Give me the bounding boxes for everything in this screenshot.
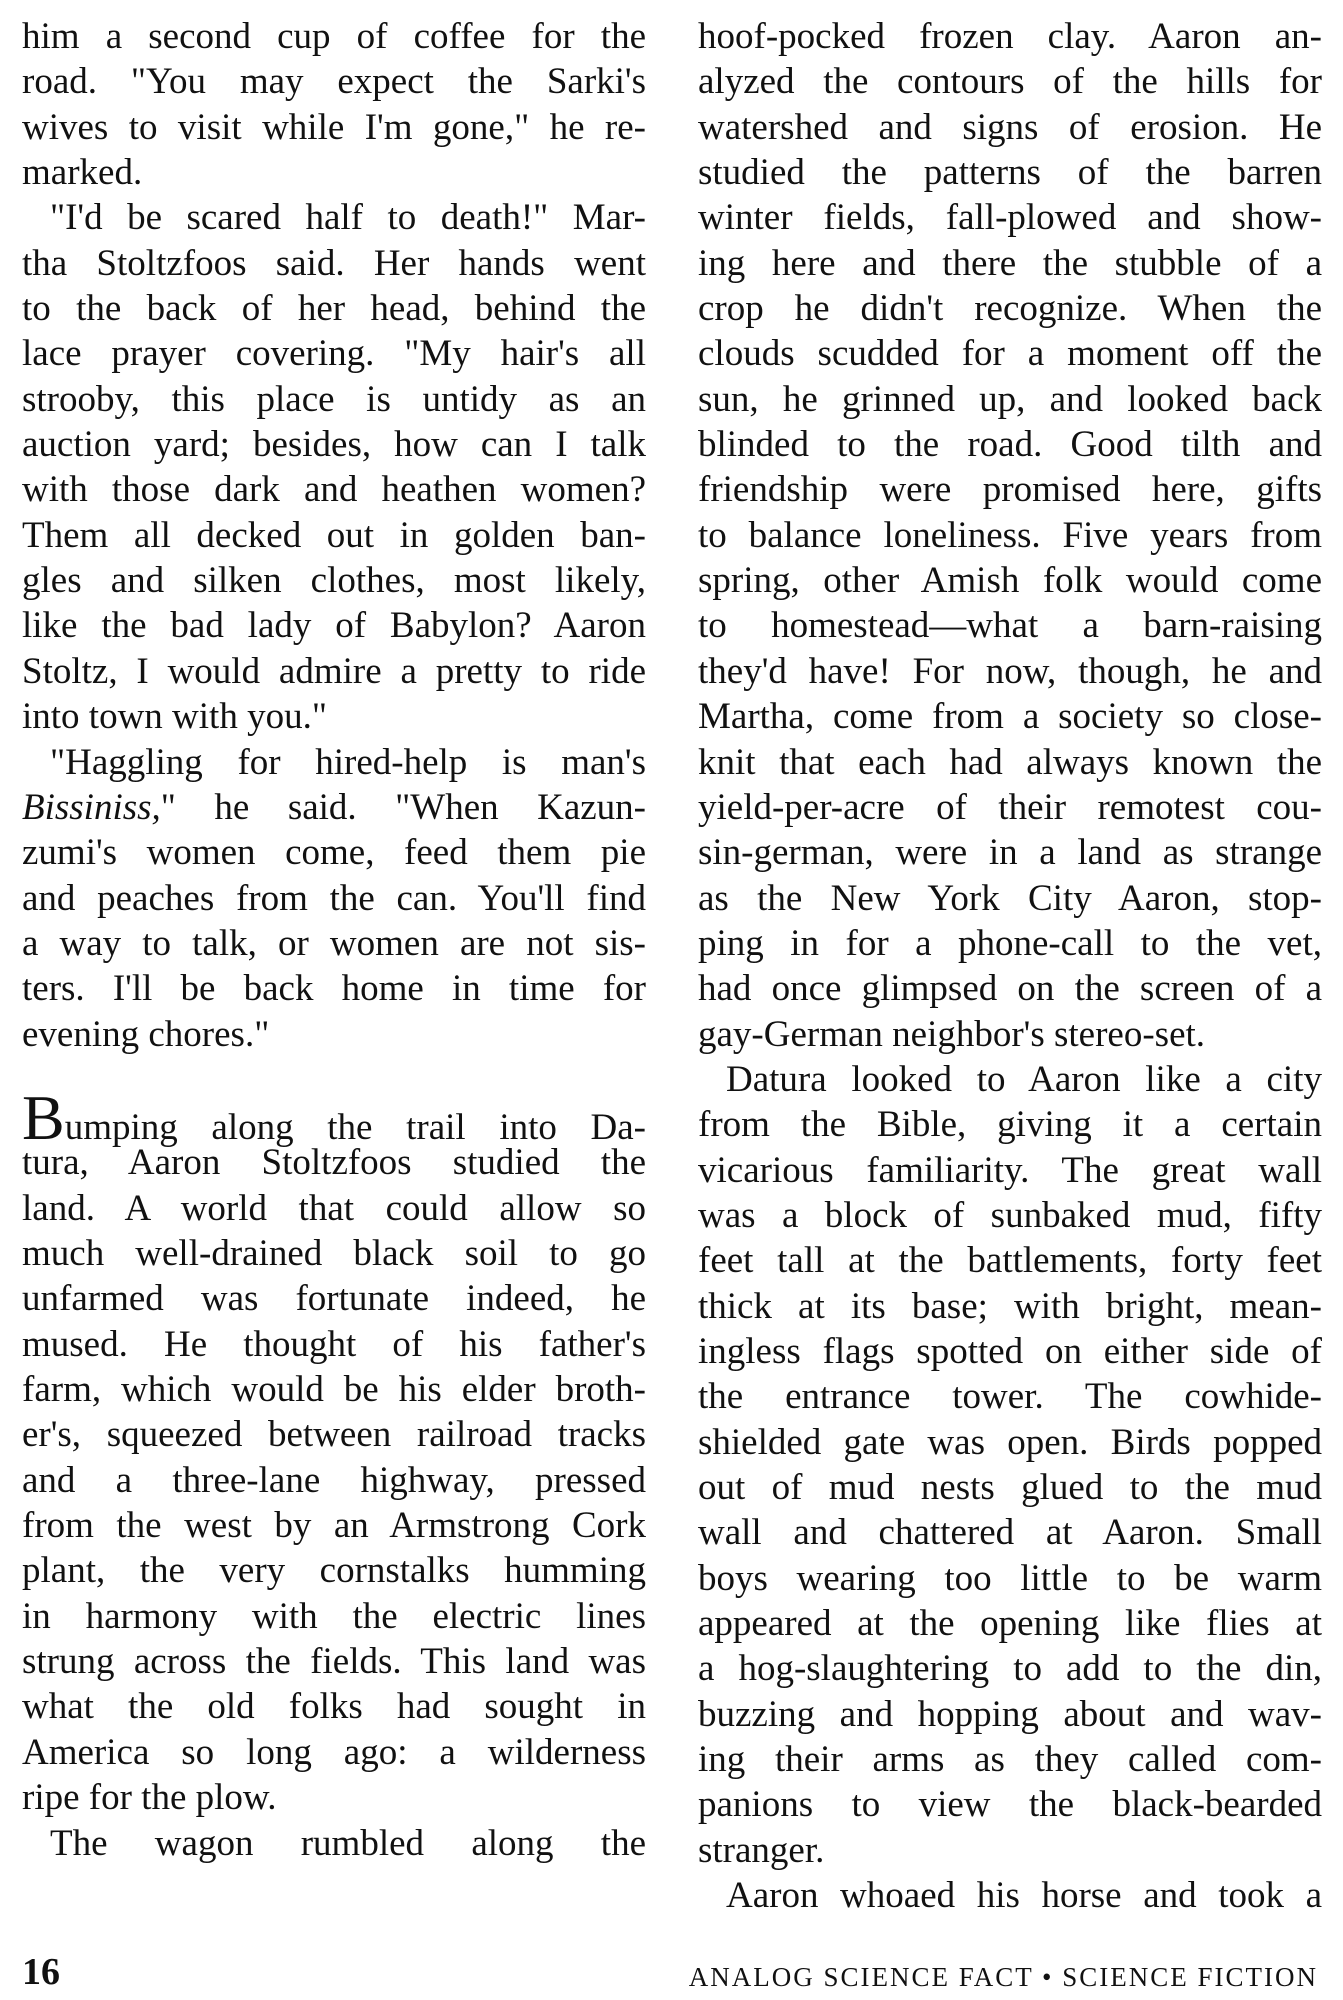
line-text: auction yard; besides, how can I talk: [22, 424, 646, 466]
text-line: [698, 513, 1322, 558]
line-text: to balance loneliness. Five years from: [698, 514, 1322, 556]
line-text: like the bad lady of Babylon? Aaron: [22, 605, 646, 647]
line-text: Them all decked out in golden ban-: [22, 514, 646, 556]
text-line: [698, 694, 1322, 739]
line-text: stranger.: [698, 1829, 825, 1871]
line-text: vicarious familiarity. The great wall: [698, 1149, 1322, 1191]
line-text: to the back of her head, behind the: [22, 288, 646, 330]
line-text: out of mud nests glued to the mud: [698, 1467, 1322, 1508]
text-line: [22, 105, 646, 150]
line-text: land. A world that could allow so: [22, 1187, 646, 1229]
line-text: thick at its base; with bright, mean-: [698, 1285, 1322, 1327]
text-line: [698, 558, 1322, 603]
line-text: a hog-slaughtering to add to the din,: [698, 1648, 1322, 1690]
text-line: [698, 1374, 1322, 1419]
line-text: Stoltz, I would admire a pretty to ride: [22, 650, 646, 692]
line-text: wall and chattered at Aaron. Small: [698, 1512, 1322, 1554]
line-text: was a block of sunbaked mud, fifty: [698, 1194, 1322, 1236]
line-text: strooby, this place is untidy as an: [22, 378, 646, 420]
text-line: [22, 1082, 646, 1153]
line-text: they'd have! For now, though, he and: [698, 650, 1322, 692]
line-text: studied the patterns of the barren: [698, 152, 1322, 194]
text-line: [698, 1057, 1322, 1102]
text-line: [22, 1503, 646, 1548]
text-line: [22, 59, 646, 104]
line-text: marked.: [22, 152, 143, 194]
line-text: and a three-lane highway, pressed: [22, 1459, 646, 1501]
left-column-section-start: [22, 1082, 646, 1866]
line-text: him a second cup of coffee for the: [22, 16, 646, 57]
line-text: ing their arms as they called com-: [698, 1739, 1322, 1781]
line-text: gay-German neighbor's stereo-set.: [698, 1013, 1206, 1055]
line-text: knit that each had always known the: [698, 741, 1322, 783]
line-text: yield-per-acre of their remotest cou-: [698, 786, 1322, 828]
text-line: [22, 195, 646, 240]
text-line: [698, 286, 1322, 331]
text-line: [698, 195, 1322, 240]
text-line: [698, 467, 1322, 512]
line-text: zumi's women come, feed them pie: [22, 832, 646, 874]
text-line: [22, 513, 646, 558]
line-text: buzzing and hopping about and wav-: [698, 1693, 1322, 1735]
text-line: [22, 694, 646, 739]
text-line: [22, 241, 646, 286]
line-text: ters. I'll be back home in time for: [22, 968, 646, 1010]
line-text: unfarmed was fortunate indeed, he: [22, 1278, 646, 1320]
text-line: [698, 603, 1322, 648]
text-line: [22, 966, 646, 1011]
line-text: the entrance tower. The cowhide-: [698, 1376, 1322, 1418]
line-text: into town with you.": [22, 696, 327, 738]
right-column: [698, 14, 1322, 1918]
text-line: [698, 1873, 1322, 1918]
line-text: winter fields, fall-plowed and show-: [698, 197, 1322, 239]
text-line: [698, 241, 1322, 286]
text-line: [698, 1329, 1322, 1374]
text-line: [698, 1148, 1322, 1193]
line-text: lace prayer covering. "My hair's all: [22, 333, 646, 375]
line-text: blinded to the road. Good tilth and: [698, 424, 1322, 466]
text-line: [698, 1510, 1322, 1555]
line-text: appeared at the opening like flies at: [698, 1603, 1322, 1645]
line-text: wives to visit while I'm gone," he re-: [22, 106, 646, 148]
text-line: [698, 1692, 1322, 1737]
line-text: hoof-pocked frozen clay. Aaron an-: [698, 16, 1322, 57]
line-text: Datura looked to Aaron like a city: [726, 1058, 1322, 1100]
line-text: friendship were promised here, gifts: [698, 469, 1322, 511]
drop-cap: B: [22, 1082, 65, 1153]
text-line: [698, 1556, 1322, 1601]
text-line: [698, 331, 1322, 376]
line-text: crop he didn't recognize. When the: [698, 288, 1322, 330]
text-line: [22, 1186, 646, 1231]
text-line: [698, 1782, 1322, 1827]
line-text: Aaron whoaed his horse and took a: [726, 1875, 1322, 1917]
text-line: [22, 331, 646, 376]
line-text: from the Bible, giving it a certain: [698, 1104, 1322, 1146]
text-line: [698, 876, 1322, 921]
text-line: [698, 740, 1322, 785]
page-number: 16: [22, 1951, 60, 1993]
text-line: [22, 1012, 646, 1057]
text-line: [22, 1548, 646, 1593]
line-text: spring, other Amish folk would come: [698, 560, 1322, 602]
text-line: [698, 1012, 1322, 1057]
text-line: [22, 603, 646, 648]
line-text: tha Stoltzfoos said. Her hands went: [22, 242, 646, 284]
text-line: [22, 876, 646, 921]
text-line: [22, 1821, 646, 1866]
line-text: farm, which would be his elder broth-: [22, 1369, 646, 1411]
text-line: [698, 966, 1322, 1011]
text-line: [698, 921, 1322, 966]
left-column-top: [22, 14, 646, 1057]
line-text: from the west by an Armstrong Cork: [22, 1505, 646, 1547]
text-line: [22, 1140, 646, 1185]
text-line: [698, 150, 1322, 195]
text-line: [698, 1828, 1322, 1873]
line-text: panions to view the black-bearded: [698, 1784, 1322, 1826]
line-text: "I'd be scared half to death!" Mar-: [50, 197, 646, 239]
line-text: America so long ago: a wilderness: [22, 1731, 646, 1773]
line-text: as the New York City Aaron, stop-: [698, 877, 1322, 919]
text-line: [698, 59, 1322, 104]
line-text: had once glimpsed on the screen of a: [698, 968, 1322, 1010]
line-text: "Haggling for hired-help is man's: [50, 741, 646, 783]
text-line: [698, 1601, 1322, 1646]
line-text: umping along the trail into Da-: [64, 1107, 646, 1148]
line-text: mused. He thought of his father's: [22, 1323, 646, 1365]
text-line: [22, 1775, 646, 1820]
line-text: sin-german, were in a land as strange: [698, 832, 1322, 874]
text-line: [698, 1646, 1322, 1691]
text-line: [22, 1367, 646, 1412]
text-line: [22, 785, 646, 830]
text-line: [22, 830, 646, 875]
line-text: Martha, come from a society so close-: [698, 696, 1322, 738]
line-text: boys wearing too little to be warm: [698, 1557, 1322, 1599]
line-text: ping in for a phone-call to the vet,: [698, 922, 1322, 964]
text-line: [22, 1458, 646, 1503]
line-text: plant, the very cornstalks humming: [22, 1550, 646, 1592]
line-text: a way to talk, or women are not sis-: [22, 922, 646, 964]
text-line: [698, 377, 1322, 422]
text-line: [698, 1737, 1322, 1782]
text-line: [698, 422, 1322, 467]
text-line: [22, 1322, 646, 1367]
line-text: feet tall at the battlements, forty feet: [698, 1240, 1322, 1282]
text-line: [22, 286, 646, 331]
line-text: gles and silken clothes, most likely,: [22, 560, 646, 602]
text-line: [22, 1639, 646, 1684]
text-line: [22, 1412, 646, 1457]
text-line: [698, 649, 1322, 694]
line-text: alyzed the contours of the hills for: [698, 61, 1322, 103]
line-text: evening chores.": [22, 1013, 270, 1055]
text-line: [22, 649, 646, 694]
text-line: [22, 1594, 646, 1639]
line-text: with those dark and heathen women?: [22, 469, 646, 511]
line-text: strung across the fields. This land was: [22, 1641, 646, 1683]
line-text: and peaches from the can. You'll find: [22, 877, 646, 919]
text-line: [698, 1420, 1322, 1465]
text-line: [22, 377, 646, 422]
text-line: [22, 1730, 646, 1775]
text-line: [22, 740, 646, 785]
line-text: er's, squeezed between railroad tracks: [22, 1414, 646, 1456]
text-line: [22, 467, 646, 512]
text-line: [698, 785, 1322, 830]
line-text: watershed and signs of erosion. He: [698, 106, 1322, 148]
text-line: [698, 1284, 1322, 1329]
line-text: road. "You may expect the Sarki's: [22, 61, 646, 103]
text-line: [22, 558, 646, 603]
line-text: ing here and there the stubble of a: [698, 242, 1322, 284]
text-line: [698, 14, 1322, 59]
text-line: [22, 1684, 646, 1729]
line-text: clouds scudded for a moment off the: [698, 333, 1322, 375]
line-text: ingless flags spotted on either side of: [698, 1330, 1322, 1372]
text-line: [22, 14, 646, 59]
text-line: [698, 1238, 1322, 1283]
line-text: tura, Aaron Stoltzfoos studied the: [22, 1142, 646, 1184]
running-footer-title: ANALOG SCIENCE FACT • SCIENCE FICTION: [688, 1962, 1318, 1992]
text-line: [698, 1465, 1322, 1510]
italic-word: Bissiniss,: [22, 786, 161, 828]
line-text: sun, he grinned up, and looked back: [698, 378, 1322, 420]
text-line: [22, 1276, 646, 1321]
text-line: [698, 1193, 1322, 1238]
text-line: [22, 921, 646, 966]
text-line: [698, 1102, 1322, 1147]
text-line: [698, 830, 1322, 875]
text-line: [22, 150, 646, 195]
line-text: shielded gate was open. Birds popped: [698, 1421, 1322, 1463]
line-text: The wagon rumbled along the: [50, 1822, 646, 1864]
line-text: ripe for the plow.: [22, 1777, 277, 1819]
line-text: in harmony with the electric lines: [22, 1595, 646, 1637]
text-line: [698, 105, 1322, 150]
line-text: what the old folks had sought in: [22, 1686, 646, 1728]
line-text: much well-drained black soil to go: [22, 1233, 646, 1275]
text-line: [22, 1231, 646, 1276]
line-text: " he said. "When Kazun-: [160, 786, 646, 828]
line-text: to homestead—what a barn-raising: [698, 605, 1322, 647]
text-line: [22, 422, 646, 467]
